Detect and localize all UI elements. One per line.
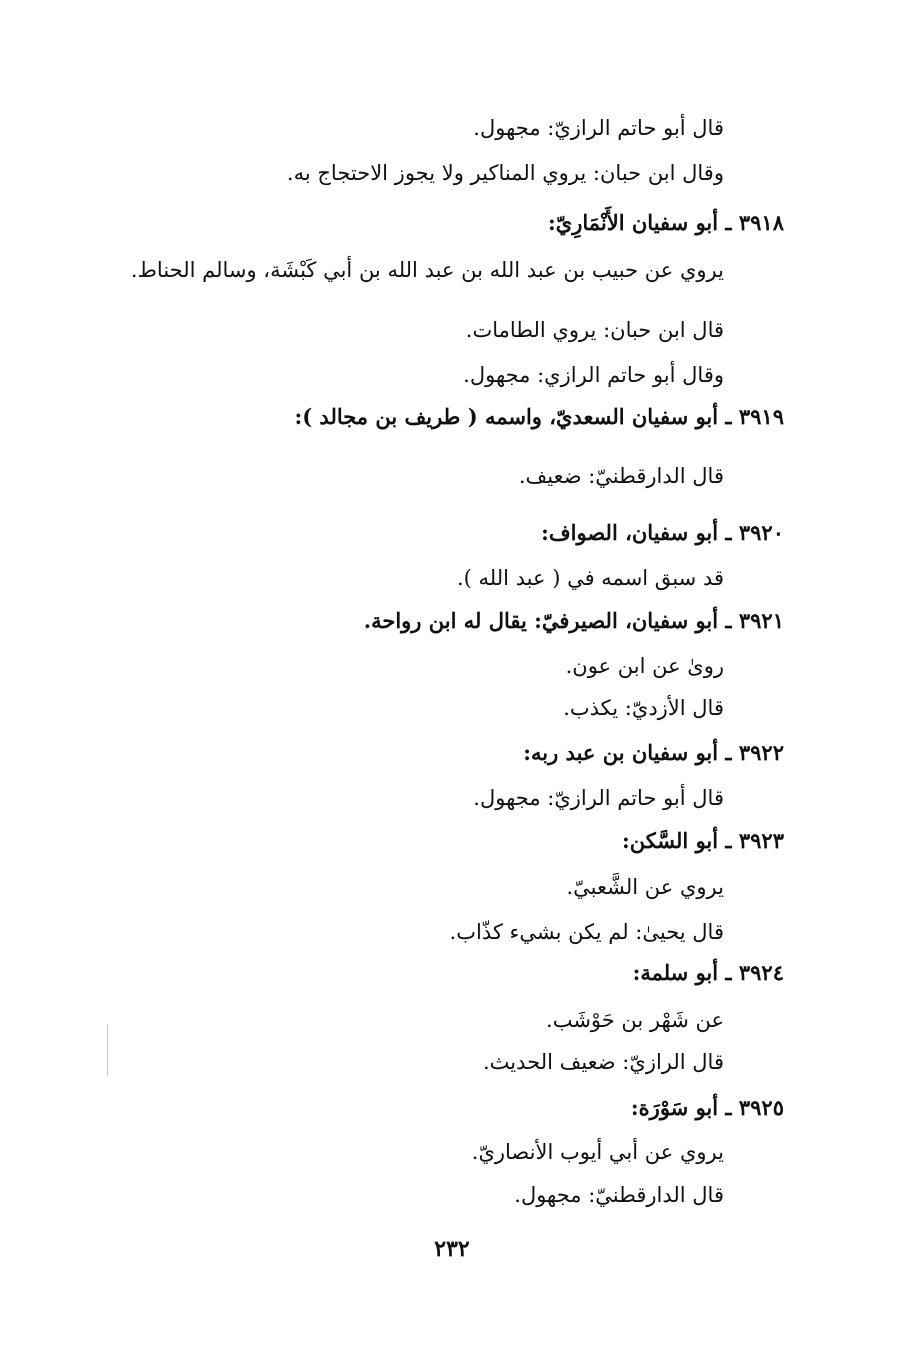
text-line: قال أبو حاتم الرازيّ: مجهول. (473, 116, 724, 140)
text-line: روىٰ عن ابن عون. (565, 654, 724, 678)
entry-heading: ٣٩٢١ ـ أبو سفيان، الصيرفيّ: يقال له ابن رواحة. (363, 608, 784, 633)
text-line: قال الدارقطنيّ: مجهول. (514, 1183, 724, 1207)
entry-heading: ٣٩٢٤ ـ أبو سلمة: (632, 960, 784, 985)
entry-heading: ٣٩١٩ ـ أبو سفيان السعديّ، واسمه ( طريف بن مجالد ): (294, 404, 784, 429)
text-line: قال أبو حاتم الرازيّ: مجهول. (473, 786, 724, 810)
text-line: يروي عن أبي أيوب الأنصاريّ. (471, 1140, 724, 1164)
entry-heading: ٣٩٢٢ ـ أبو سفيان بن عبد ربه: (523, 740, 784, 765)
text-line: عن شَهْر بن حَوْشَب. (546, 1008, 724, 1032)
entry-heading: ٣٩٢٥ ـ أبو سَوْرَة: (630, 1095, 784, 1120)
text-line: قال الدارقطنيّ: ضعيف. (518, 464, 724, 488)
text-line: قال الأزديّ: يكذب. (563, 696, 724, 720)
text-line: وقال أبو حاتم الرازي: مجهول. (463, 363, 724, 387)
text-line: قد سبق اسمه في ( عبد الله ). (456, 566, 724, 590)
page-number: ٢٣٢ (434, 1236, 470, 1262)
text-line: وقال ابن حبان: يروي المناكير ولا يجوز الاحتجاج به. (286, 161, 724, 185)
text-line: يروي عن الشَّعبيّ. (566, 875, 724, 899)
entry-heading: ٣٩٢٠ ـ أبو سفيان، الصواف: (541, 520, 784, 545)
text-line: قال يحيىٰ: لم يكن بشيء كذّاب. (449, 920, 724, 944)
margin-rule (107, 1024, 108, 1076)
entry-heading: ٣٩٢٣ ـ أبو السَّكن: (621, 828, 784, 853)
text-line: قال ابن حبان: يروي الطامات. (465, 318, 724, 342)
entry-heading: ٣٩١٨ ـ أبو سفيان الأَنْمَارِيّ: (548, 210, 784, 235)
text-line: يروي عن حبيب بن عبد الله بن عبد الله بن أبي كَبْشَة، وسالم الحناط. (130, 258, 724, 282)
text-line: قال الرازيّ: ضعيف الحديث. (482, 1050, 724, 1074)
